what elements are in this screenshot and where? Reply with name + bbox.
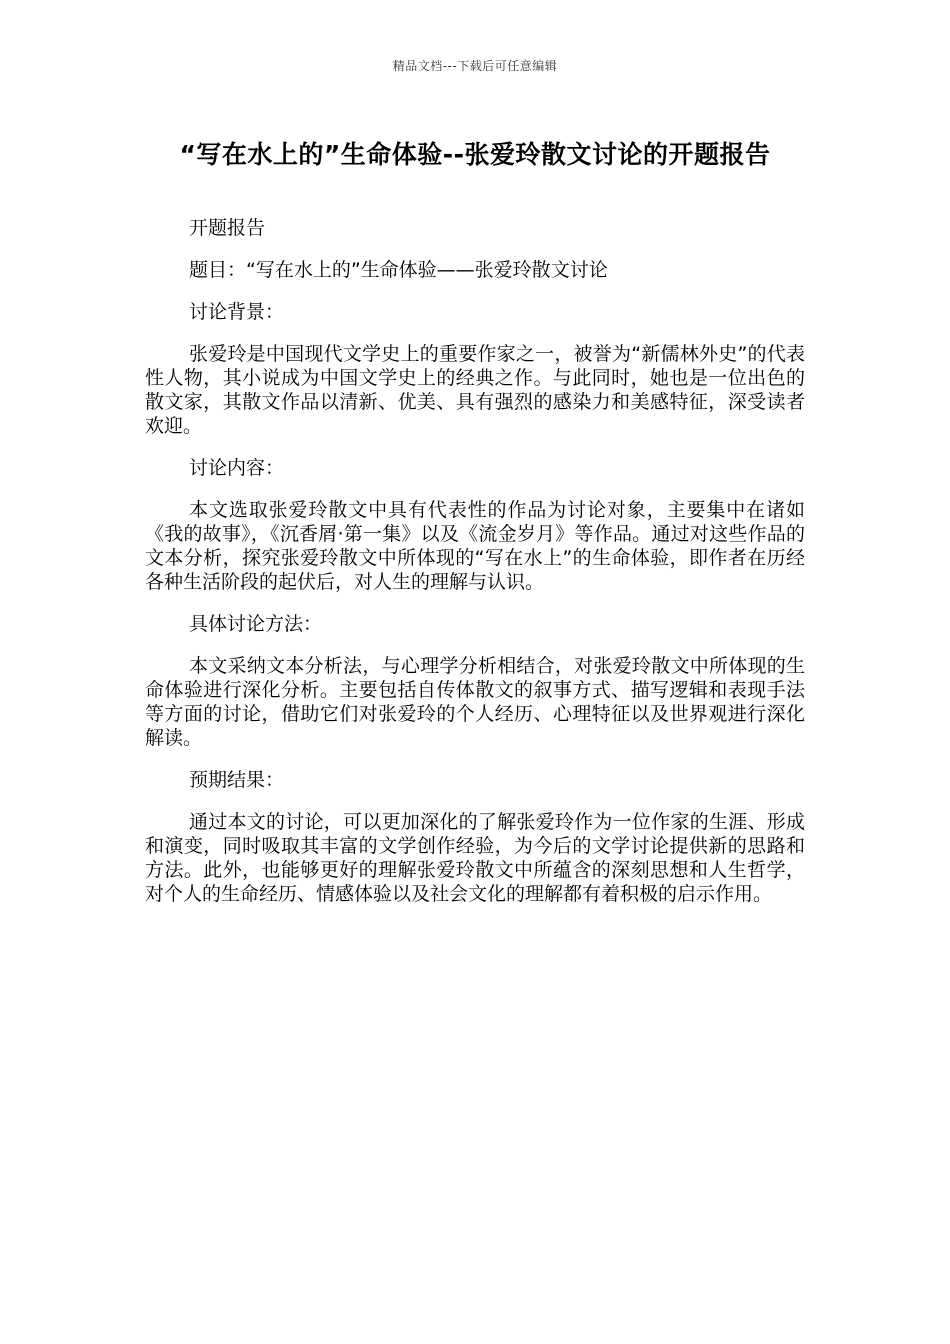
document-body [145,216,805,924]
header-note: 精品文档---下载后可任意编辑 [392,59,558,73]
topic-line: 题目：“写在水上的”生命体验——张爱玲散文讨论 [189,259,608,281]
section-text-method: 本文采纳文本分析法，与心理学分析相结合，对张爱玲散文中所体现的生命体验进行深化分析。主要包括自传体散文的叙事方式、描写逻辑和表现手法等方面的讨论，借助它们对张爱玲的个人经历、心理特征以及世界观进行深化解读。 [145,655,805,749]
section-heading-results: 预期结果： [189,769,285,791]
document-title: “写在水上的”生命体验--张爱玲散文讨论的开题报告 [179,140,771,169]
section-text-content: 本文选取张爱玲散文中具有代表性的作品为讨论对象，主要集中在诸如《我的故事》，《沉香屑·第一集》以及《流金岁月》等作品。通过对这些作品的文本分析，探究张爱玲散文中所体现的“写在水上”的生命体验，即作者在历经各种生活阶段的起伏后，对人生的理解与认识。 [145,499,805,593]
section-heading-background: 讨论背景： [189,301,285,323]
section-heading-method: 具体讨论方法： [189,613,323,635]
section-text-background: 张爱玲是中国现代文学史上的重要作家之一，被誉为“新儒林外史”的代表性人物，其小说成为中国文学史上的经典之作。与此同时，她也是一位出色的散文家，其散文作品以清新、优美、具有强烈的感染力和美感特征，深受读者欢迎。 [145,343,805,437]
report-label: 开题报告 [189,217,266,239]
section-text-results: 通过本文的讨论，可以更加深化的了解张爱玲作为一位作家的生涯、形成和演变，同时吸取其丰富的文学创作经验，为今后的文学讨论提供新的思路和方法。此外，也能够更好的理解张爱玲散文中所蕴含的深刻思想和人生哲学，对个人的生命经历、情感体验以及社会文化的理解都有着积极的启示作用。 [145,811,805,905]
section-heading-content: 讨论内容： [189,457,285,479]
